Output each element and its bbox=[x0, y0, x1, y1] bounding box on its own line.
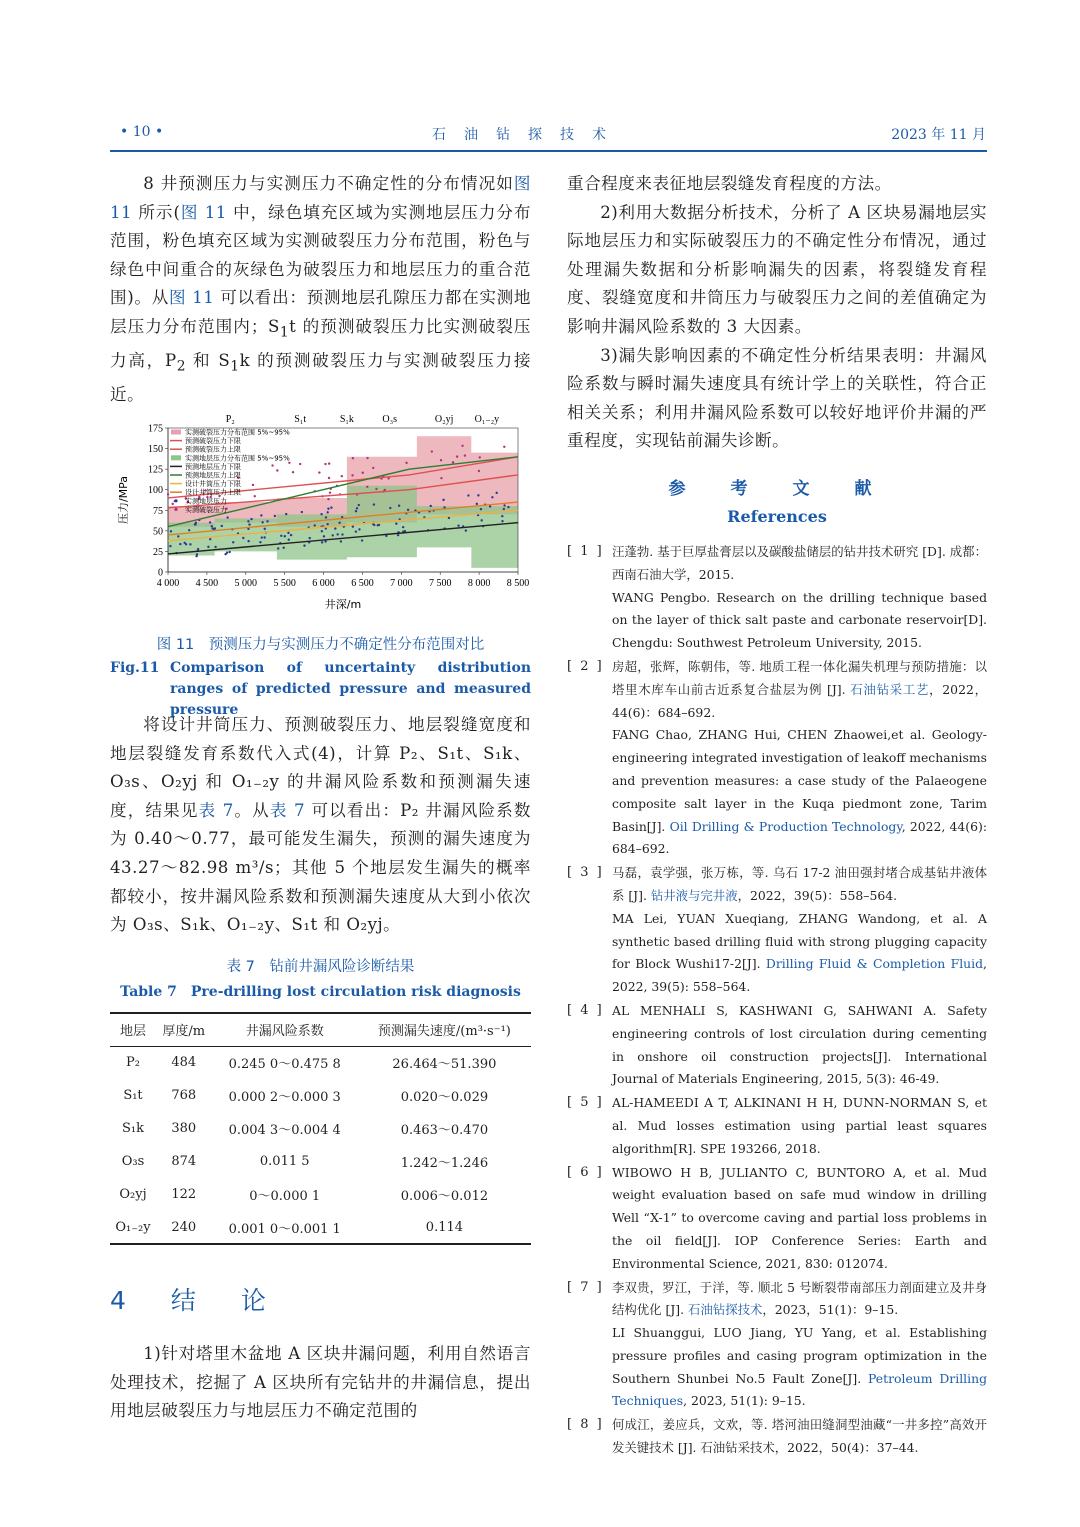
issue-date: 2023 年 11 月 bbox=[891, 127, 986, 143]
measured-fracture-pressure-point bbox=[292, 471, 294, 473]
journal-link[interactable]: 钻井液与完井液 bbox=[646, 887, 738, 903]
table-cell: 0.011 5 bbox=[259, 1154, 310, 1169]
reference-en: MA Lei, YUAN Xueqiang, ZHANG Wandong, et al. A synthetic based drilling fluid with strong plugging capacity for Block Wushi17-2[J]. Drilling Fluid & Completion Fluid, 2022, 39(5): 558–564. bbox=[612, 910, 987, 995]
table-cell: 0.006～0.012 bbox=[400, 1189, 489, 1204]
measured-formation-pressure-point bbox=[261, 521, 263, 523]
measured-fracture-pressure-point bbox=[479, 456, 481, 458]
measured-formation-pressure-point bbox=[314, 524, 316, 526]
table-cell: 0.463～0.470 bbox=[400, 1123, 489, 1138]
measured-fracture-pressure-point bbox=[318, 471, 320, 473]
table-cell: O₂yj bbox=[119, 1187, 147, 1202]
measured-fracture-pressure-point bbox=[461, 445, 463, 447]
page-number: • 10 • bbox=[120, 124, 164, 140]
measured-formation-pressure-point bbox=[284, 535, 286, 537]
measured-formation-pressure-point bbox=[263, 536, 265, 538]
measured-formation-pressure-point bbox=[448, 517, 450, 519]
reference-number: [ 1 ] bbox=[567, 544, 604, 559]
measured-formation-pressure-point bbox=[495, 492, 497, 494]
journal-link[interactable]: Petroleum Drilling Techniques bbox=[612, 1370, 987, 1409]
table-cell: 122 bbox=[171, 1187, 197, 1202]
measured-formation-pressure-point bbox=[480, 519, 482, 521]
measured-fracture-pressure-point bbox=[324, 463, 326, 465]
legend-marker bbox=[174, 499, 177, 502]
measured-formation-pressure-point bbox=[207, 546, 209, 548]
table-cell: 0.004 3～0.004 4 bbox=[228, 1123, 341, 1138]
reference-cn: 何成江，姜应兵，文欢，等. 塔河油田缝洞型油藏“一井多控”高效开发关键技术 [J]. 石油钻采技术，2022，50(4)：37–44. bbox=[612, 1417, 987, 1456]
measured-formation-pressure-point bbox=[301, 511, 303, 513]
measured-formation-pressure-point bbox=[179, 543, 181, 545]
reference-item bbox=[567, 862, 987, 999]
reference-en: FANG Chao, ZHANG Hui, CHEN Zhaowei,et al. Geology-engineering integrated investigation of leakoff mechanisms and prevention measures: a case study of the Palaeogene composite salt layer in the Kuqa piedmont zone, Tarim Basin[J]. Oil Drilling & Production Technology, 2022, 44(6): 684–692. bbox=[612, 727, 987, 857]
measured-formation-pressure-point bbox=[355, 530, 357, 532]
right-para-3: 3)漏失影响因素的不确定性分析结果表明：井漏风险系数与瞬时漏失速度具有统计学上的关联性，符合正相关关系；利用井漏风险系数可以较好地评价井漏的严重程度，实现钻前漏失诊断。 bbox=[567, 345, 987, 451]
measured-formation-pressure-point bbox=[290, 534, 292, 536]
x-tick-label: 7 000 bbox=[390, 578, 413, 589]
measured-formation-pressure-point bbox=[341, 533, 343, 535]
measured-formation-pressure-point bbox=[480, 508, 482, 510]
formation-label: O₂yj bbox=[434, 414, 454, 425]
measured-formation-pressure-point bbox=[320, 513, 322, 515]
measured-formation-pressure-point bbox=[395, 522, 397, 524]
measured-formation-pressure-point bbox=[277, 547, 279, 549]
measured-fracture-pressure-point bbox=[351, 474, 353, 476]
journal-link[interactable]: 石油钻采工艺 bbox=[845, 681, 930, 697]
reference-cn: 李双贵，罗江，于洋，等. 顺北 5 号断裂带南部压力剖面建立及井身结构优化 [J]. 石油钻探技术，2023，51(1)：9–15. bbox=[612, 1279, 987, 1318]
measured-fracture-pressure-point bbox=[254, 495, 256, 497]
figure-11-svg bbox=[113, 400, 533, 620]
fig11-link[interactable]: 图 11 bbox=[180, 202, 227, 222]
table-cell: 874 bbox=[171, 1154, 197, 1169]
measured-formation-pressure-point bbox=[397, 534, 399, 536]
measured-formation-pressure-point bbox=[185, 543, 187, 545]
measured-formation-pressure-point bbox=[288, 539, 290, 541]
table-row bbox=[110, 1145, 531, 1178]
measured-formation-pressure-point bbox=[336, 533, 338, 535]
measured-formation-pressure-point bbox=[334, 527, 336, 529]
measured-formation-pressure-point bbox=[197, 548, 199, 550]
measured-formation-pressure-point bbox=[477, 494, 479, 496]
legend-swatch bbox=[171, 430, 181, 435]
measured-fracture-pressure-point bbox=[372, 467, 374, 469]
table-cell: 1.242～1.246 bbox=[400, 1156, 489, 1171]
measured-formation-pressure-point bbox=[503, 504, 505, 506]
reference-cn: 汪蓬勃. 基于巨厚盐膏层以及碳酸盐储层的钻井技术研究 [D]. 成都：西南石油大学，2015. bbox=[612, 544, 987, 582]
table-cell: P₂ bbox=[126, 1055, 140, 1071]
reference-cn: 马磊，袁学强，张万栋，等. 乌石 17-2 油田强封堵合成基钻井液体系 [J]. 钻井液与完井液，2022，39(5)：558–564. bbox=[612, 865, 987, 903]
measured-fracture-pressure-point bbox=[362, 472, 364, 474]
table-header-cell: 预测漏失速度/(m³·s⁻¹) bbox=[358, 1013, 531, 1046]
y-tick-label: 100 bbox=[148, 485, 163, 497]
measured-fracture-pressure-point bbox=[375, 488, 377, 490]
legend-marker bbox=[174, 508, 177, 511]
measured-formation-pressure-point bbox=[503, 508, 505, 510]
formation-label: O₃s bbox=[382, 414, 397, 425]
measured-formation-pressure-point bbox=[377, 524, 379, 526]
measured-formation-pressure-point bbox=[188, 529, 190, 531]
measured-fracture-pressure-point bbox=[440, 459, 442, 461]
right-paras bbox=[567, 170, 987, 456]
table-row bbox=[110, 1046, 531, 1079]
reference-en: AL-HAMEEDI A T, ALKINANI H H, DUNN-NORMAN S, et al. Mud losses estimation using partial least squares algorithm[R]. SPE 193266, 2018. bbox=[612, 1095, 987, 1156]
reference-number: [ 7 ] bbox=[567, 1279, 604, 1295]
measured-formation-pressure-point bbox=[501, 520, 503, 522]
table-header-row bbox=[110, 1013, 531, 1046]
reference-number: [ 8 ] bbox=[567, 1417, 604, 1433]
legend-label: 预测破裂压力上限 bbox=[185, 445, 241, 454]
measured-formation-pressure-point bbox=[248, 523, 250, 525]
table7-caption-cn: 表 7 钻前井漏风险诊断结果 bbox=[226, 959, 415, 975]
measured-fracture-pressure-point bbox=[299, 463, 301, 465]
y-tick-label: 25 bbox=[153, 546, 163, 558]
table-header-cell: 地层 bbox=[110, 1013, 156, 1046]
measured-formation-pressure-point bbox=[338, 522, 340, 524]
y-tick-label: 75 bbox=[153, 505, 163, 517]
reference-cn: 房超，张辉，陈朝伟，等. 地质工程一体化漏失机理与预防措施：以塔里木库车山前古近系复合盐层为例 [J]. 石油钻采工艺，2022，44(6)：684–692. bbox=[612, 658, 987, 720]
table7-link[interactable]: 表 7 bbox=[198, 800, 234, 820]
legend-label: 设计井筒压力上限 bbox=[185, 488, 241, 497]
measured-fracture-pressure-point bbox=[252, 484, 254, 486]
journal-name: 石 油 钻 探 技 术 bbox=[432, 127, 608, 143]
measured-formation-pressure-point bbox=[261, 536, 263, 538]
measured-formation-pressure-point bbox=[242, 537, 244, 539]
figure-11-chart bbox=[113, 400, 533, 620]
y-tick-label: 175 bbox=[148, 423, 163, 435]
measured-formation-pressure-point bbox=[324, 540, 326, 542]
table-cell: 484 bbox=[171, 1055, 197, 1071]
y-tick-label: 125 bbox=[148, 464, 163, 476]
measured-fracture-pressure-point bbox=[431, 450, 433, 452]
measured-formation-pressure-point bbox=[274, 515, 276, 517]
x-tick-label: 8 000 bbox=[467, 578, 491, 589]
measured-formation-pressure-point bbox=[321, 530, 323, 532]
table-row bbox=[110, 1079, 531, 1112]
measured-formation-pressure-point bbox=[507, 506, 509, 508]
journal-link[interactable]: Drilling Fluid & Completion Fluid bbox=[760, 956, 984, 972]
legend-label: 实测破裂压力分布范围 5%~95% bbox=[185, 428, 290, 437]
measured-formation-pressure-point bbox=[211, 525, 213, 527]
reference-item bbox=[567, 1000, 987, 1091]
x-tick-label: 6 000 bbox=[312, 578, 335, 589]
reference-item bbox=[567, 1162, 987, 1276]
left-para-1: 8 井预测压力与实测压力不确定性的分布情况如图 11 所示(图 11 中，绿色填充区域为实测地层压力分布范围，粉色填充区域为实测破裂压力分布范围，粉色与绿色中间重合的灰绿色为破裂压力和地层压力的重合范围)。从图 11 可以看出：预测地层孔隙压力都在实测地层压力分布范围内；$S_1t$ 的预测破裂压力比实测破裂压力高，$P_2$ 和 $S_1k$ 的预测破裂压力与实测破裂压力接近。 bbox=[110, 174, 532, 404]
table-cell: 0.114 bbox=[358, 1211, 531, 1244]
reference-number: [ 6 ] bbox=[567, 1164, 604, 1180]
measured-formation-pressure-point bbox=[361, 539, 363, 541]
reference-number: [ 2 ] bbox=[567, 658, 604, 674]
measured-formation-pressure-point bbox=[280, 535, 282, 537]
measured-formation-pressure-point bbox=[407, 509, 409, 511]
measured-fracture-pressure-point bbox=[167, 493, 169, 495]
table-cell: 380 bbox=[171, 1121, 197, 1136]
legend-label: 设计井筒压力下限 bbox=[185, 480, 241, 489]
references-title-cn: 参 考 文 献 bbox=[668, 479, 886, 499]
measured-fracture-pressure-point bbox=[172, 503, 174, 505]
measured-formation-pressure-point bbox=[326, 523, 328, 525]
measured-fracture-pressure-point bbox=[478, 470, 480, 472]
legend-label: 实测破裂压力 bbox=[185, 505, 227, 514]
measured-formation-pressure-point bbox=[177, 535, 179, 537]
measured-formation-pressure-point bbox=[247, 520, 249, 522]
x-tick-label: 7 500 bbox=[428, 578, 452, 589]
measured-formation-pressure-point bbox=[489, 505, 491, 507]
measured-fracture-pressure-point bbox=[366, 457, 368, 459]
measured-fracture-pressure-point bbox=[503, 446, 505, 448]
x-axis-label: 井深/m bbox=[324, 598, 362, 611]
legend-label: 实测地层压力 bbox=[185, 497, 227, 506]
x-tick-label: 5 000 bbox=[234, 578, 258, 589]
y-axis-label: 压力/MPa bbox=[117, 475, 130, 525]
measured-formation-pressure-point bbox=[430, 505, 432, 507]
reference-en: LI Shuanggui, LUO Jiang, YU Yang, et al. Establishing pressure profiles and casing program optimization in the Southern Shunbei No.5 Fault Zone[J]. Petroleum Drilling Techniques, 2023, 51(1): 9–15. bbox=[612, 1325, 987, 1409]
measured-formation-pressure-point bbox=[194, 523, 196, 525]
measured-formation-pressure-point bbox=[285, 513, 287, 515]
measured-formation-pressure-point bbox=[196, 553, 198, 555]
measured-formation-pressure-point bbox=[398, 505, 400, 507]
right-para-cont: 重合程度来表征地层裂缝发育程度的方法。 bbox=[567, 174, 892, 193]
table-row bbox=[110, 1178, 531, 1211]
measured-formation-pressure-point bbox=[232, 541, 234, 543]
legend-label: 预测破裂压力下限 bbox=[185, 437, 241, 446]
reference-item bbox=[567, 1092, 987, 1160]
table7-link[interactable]: 表 7 bbox=[269, 800, 306, 820]
reference-item bbox=[567, 541, 987, 655]
measured-formation-pressure-point bbox=[356, 507, 358, 509]
reference-en: AL MENHALI S, KASHWANI G, SAHWANI A. Safety engineering controls of lost circulation during cementing in onshore oil construction projects[J]. International Journal of Materials Engineering, 2015, 5(3): 46-49. bbox=[612, 1002, 987, 1087]
x-tick-label: 5 500 bbox=[273, 578, 296, 589]
y-tick-label: 50 bbox=[153, 526, 163, 538]
measured-formation-pressure-point bbox=[303, 544, 305, 546]
reference-item bbox=[567, 1277, 987, 1414]
legend-label: 预测地层压力上限 bbox=[185, 471, 241, 480]
y-tick-label: 150 bbox=[148, 444, 163, 456]
measured-formation-pressure-point bbox=[326, 511, 328, 513]
formation-label: S₁t bbox=[294, 414, 307, 425]
legend-label: 预测地层压力下限 bbox=[185, 462, 241, 471]
measured-formation-pressure-point bbox=[169, 545, 171, 547]
measured-formation-pressure-point bbox=[259, 541, 261, 543]
measured-formation-pressure-point bbox=[264, 528, 266, 530]
left-para-3: 1)针对塔里木盆地 A 区块井漏问题，利用自然语言处理技术，挖掘了 A 区块所有完钻井的井漏信息，提出用地层破裂压力与地层压力不确定范围的 bbox=[110, 1344, 531, 1421]
table-7 bbox=[110, 1012, 531, 1245]
measured-formation-pressure-point bbox=[355, 510, 357, 512]
measured-fracture-pressure-point bbox=[328, 477, 330, 479]
measured-formation-pressure-point bbox=[465, 529, 467, 531]
measured-formation-pressure-point bbox=[224, 553, 226, 555]
measured-formation-pressure-point bbox=[214, 546, 216, 548]
reference-number: [ 4 ] bbox=[567, 1002, 604, 1018]
table-cell: 768 bbox=[171, 1088, 197, 1103]
measured-formation-pressure-point bbox=[287, 532, 289, 534]
measured-formation-pressure-point bbox=[332, 534, 334, 536]
table-cell: S₁t bbox=[123, 1088, 143, 1103]
measured-fracture-pressure-point bbox=[440, 477, 442, 479]
right-para-2: 2)利用大数据分析技术，分析了 A 区块易漏地层实际地层压力和实际破裂压力的不确定性分布情况，通过处理漏失数据和分析影响漏失的因素，将裂缝发育程度、裂缝宽度和井筒压力与破裂压力之间的差值确定为影响井漏风险系数的 3 大因素。 bbox=[567, 202, 987, 336]
measured-formation-pressure-point bbox=[189, 543, 191, 545]
measured-formation-pressure-point bbox=[501, 515, 503, 517]
measured-fracture-pressure-point bbox=[276, 469, 278, 471]
left-para-2: 将设计井筒压力、预测破裂压力、地层裂缝宽度和地层裂缝发育系数代入式(4)，计算 P₂、S₁t、S₁k、O₃s、O₂yj 和 O₁₋₂y 的井漏风险系数和预测漏失速度，结果见表 7。从表 7 可以看出：P₂ 井漏风险系数为 0.40～0.77，最可能发生漏失，预测的漏失速度为 43.27～82.98 m³/s；其他 5 个地层发生漏失的概率都较小，按井漏风险系数和预测漏失速度从大到小依次为 O₃s、S₁k、O₁₋₂y、S₁t 和 O₂yj。 bbox=[110, 715, 531, 935]
measured-formation-pressure-point bbox=[209, 538, 211, 540]
table-cell: 0.001 0～0.001 1 bbox=[212, 1211, 358, 1244]
journal-link[interactable]: Oil Drilling & Production Technology bbox=[665, 818, 902, 834]
table-header-cell: 厚度/m bbox=[156, 1013, 212, 1046]
measured-formation-pressure-point bbox=[209, 521, 211, 523]
section-4-heading: 4 结 论 bbox=[110, 1286, 276, 1315]
measured-fracture-pressure-point bbox=[464, 454, 466, 456]
reference-item bbox=[567, 656, 987, 861]
table-cell: 240 bbox=[156, 1211, 212, 1244]
measured-formation-pressure-point bbox=[476, 503, 478, 505]
x-tick-label: 6 500 bbox=[351, 578, 374, 589]
measured-formation-pressure-point bbox=[330, 506, 332, 508]
measured-formation-pressure-point bbox=[327, 508, 329, 510]
measured-fracture-pressure-point bbox=[329, 492, 331, 494]
measured-formation-pressure-point bbox=[309, 537, 311, 539]
measured-fracture-pressure-point bbox=[456, 455, 458, 457]
measured-fracture-pressure-point bbox=[328, 462, 330, 464]
formation-label: S₁k bbox=[339, 414, 354, 425]
table-cell: 0.245 0～0.475 8 bbox=[228, 1057, 341, 1073]
measured-formation-pressure-point bbox=[221, 525, 223, 527]
references-title-en: References bbox=[727, 507, 827, 526]
fig11-caption-en: Fig.11 Comparison of uncertainty distribution ranges of predicted pressure and measured pressure bbox=[110, 660, 531, 718]
measured-formation-pressure-point bbox=[247, 540, 249, 542]
legend-label: 实测地层压力分布范围 5%~95% bbox=[185, 454, 290, 463]
legend-swatch bbox=[171, 455, 181, 460]
reference-en: WIBOWO H B, JULIANTO C, BUNTORO A, et al. Mud weight evaluation based on safe mud window in drilling Well “X-1” to overcome caving and partial loss problems in the oil field[J]. IOP Conference Series: Earth and Environmental Science, 2021, 830: 012074. bbox=[612, 1164, 987, 1271]
table-cell: 26.464～51.390 bbox=[392, 1057, 497, 1073]
reference-item bbox=[567, 1414, 987, 1460]
measured-formation-pressure-point bbox=[283, 547, 285, 549]
measured-fracture-pressure-point bbox=[452, 461, 454, 463]
measured-formation-pressure-point bbox=[250, 518, 252, 520]
measured-formation-pressure-point bbox=[266, 520, 268, 522]
measured-fracture-pressure-point bbox=[405, 462, 407, 464]
table-cell: O₃s bbox=[121, 1154, 145, 1169]
y-tick-label: 0 bbox=[158, 567, 163, 579]
measured-formation-pressure-point bbox=[389, 507, 391, 509]
formation-label: O₁₋₂y bbox=[474, 414, 500, 425]
reference-number: [ 5 ] bbox=[567, 1095, 604, 1111]
measured-fracture-pressure-point bbox=[271, 464, 273, 466]
measured-formation-pressure-point bbox=[226, 516, 228, 518]
fig11-link[interactable]: 图 11 bbox=[168, 288, 215, 308]
reference-en: WANG Pengbo. Research on the drilling technique based on the layer of thick salt paste and carbonate reservoir[D]. Chengdu: Southwest Petroleum University, 2015. bbox=[612, 589, 987, 651]
table7-caption-en: Table 7 Pre-drilling lost circulation risk diagnosis bbox=[120, 984, 521, 1000]
table-cell: S₁k bbox=[121, 1121, 144, 1136]
table-cell: 0.020～0.029 bbox=[400, 1090, 489, 1105]
table-row bbox=[110, 1112, 531, 1145]
fig11-link[interactable]: 图 11 bbox=[110, 174, 531, 222]
measured-formation-pressure-point bbox=[260, 514, 262, 516]
measured-formation-pressure-point bbox=[352, 525, 354, 527]
formation-label: P₂ bbox=[225, 414, 235, 425]
measured-formation-pressure-point bbox=[325, 516, 327, 518]
table-header-cell: 井漏风险系数 bbox=[212, 1013, 358, 1046]
table-cell: 0～0.000 1 bbox=[249, 1189, 321, 1204]
fig11-caption-cn: 图 11 预测压力与实测压力不确定性分布范围对比 bbox=[156, 637, 485, 653]
table-cell: 0.000 2～0.000 3 bbox=[228, 1090, 341, 1105]
x-tick-label: 4 000 bbox=[156, 578, 180, 589]
measured-formation-pressure-point bbox=[373, 503, 375, 505]
measured-formation-pressure-point bbox=[170, 530, 172, 532]
measured-formation-pressure-point bbox=[340, 540, 342, 542]
measured-formation-pressure-point bbox=[358, 528, 360, 530]
table-cell: O₁₋₂y bbox=[110, 1211, 156, 1244]
measured-formation-pressure-point bbox=[321, 541, 323, 543]
measured-formation-pressure-point bbox=[457, 525, 459, 527]
reference-number: [ 3 ] bbox=[567, 865, 604, 881]
reference-list bbox=[567, 541, 987, 1461]
measured-formation-pressure-point bbox=[467, 494, 469, 496]
measured-formation-pressure-point bbox=[491, 496, 493, 498]
measured-formation-pressure-point bbox=[323, 535, 325, 537]
measured-formation-pressure-point bbox=[402, 526, 404, 528]
table-row bbox=[110, 1211, 531, 1244]
measured-fracture-pressure-point bbox=[366, 486, 368, 488]
measured-formation-pressure-point bbox=[358, 504, 360, 506]
x-tick-label: 4 500 bbox=[195, 578, 219, 589]
measured-fracture-pressure-point bbox=[341, 475, 343, 477]
measured-fracture-pressure-point bbox=[327, 498, 329, 500]
measured-fracture-pressure-point bbox=[352, 457, 354, 459]
header-rule bbox=[110, 150, 987, 152]
measured-formation-pressure-point bbox=[228, 551, 230, 553]
journal-link[interactable]: 石油钻探技术 bbox=[684, 1302, 763, 1318]
x-tick-label: 8 500 bbox=[506, 578, 530, 589]
measured-formation-pressure-point bbox=[442, 499, 444, 501]
